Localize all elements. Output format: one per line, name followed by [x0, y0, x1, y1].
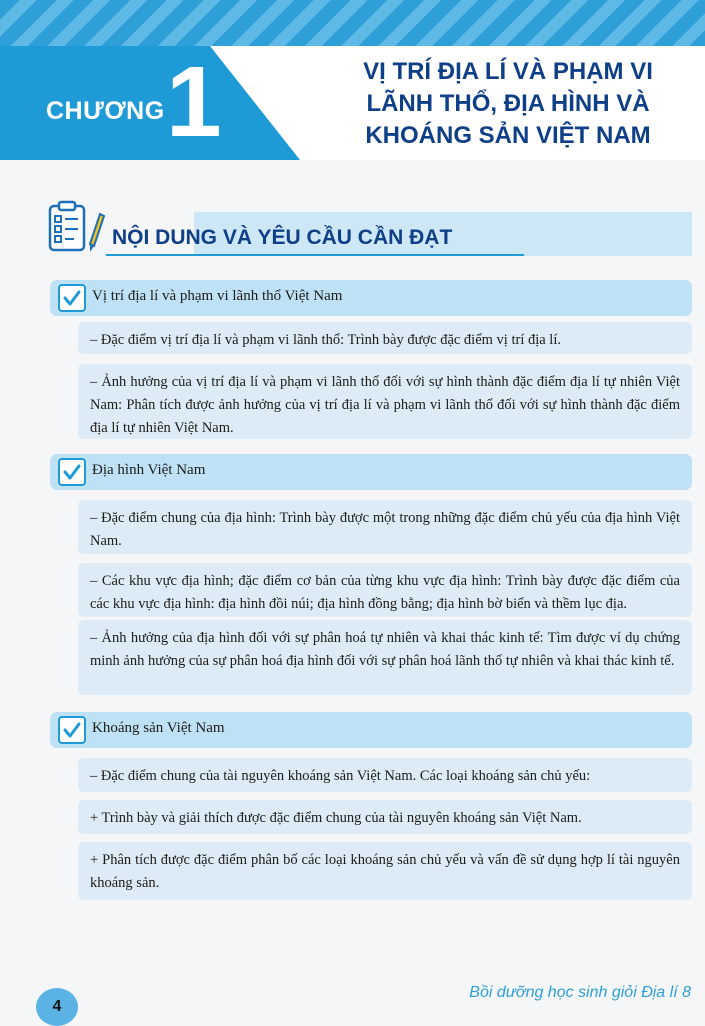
book-title: Bồi dưỡng học sinh giỏi Địa lí 8 [469, 984, 691, 1001]
chapter-title-line: VỊ TRÍ ĐỊA LÍ VÀ PHẠM VI [363, 58, 653, 85]
chapter-title-line: LÃNH THỔ, ĐỊA HÌNH VÀ [366, 90, 650, 117]
chapter-title [318, 56, 698, 152]
topic-label: Địa hình Việt Nam [92, 462, 206, 478]
chapter-title-line: KHOÁNG SẢN VIỆT NAM [365, 122, 651, 149]
topic-heading [50, 712, 692, 748]
content-item: + Trình bày và giải thích được đặc điểm chung của tài nguyên khoáng sản Việt Nam. [78, 800, 692, 834]
content-item: + Phân tích được đặc điểm phân bố các loại khoáng sản chủ yếu và vấn đề sử dụng hợp lí tài nguyên khoáng sản. [78, 842, 692, 900]
section-title: NỘI DUNG VÀ YÊU CẦU CẦN ĐẠT [112, 226, 453, 249]
content-item: – Ảnh hưởng của vị trí địa lí và phạm vi lãnh thổ đối với sự hình thành đặc điểm địa lí tự nhiên Việt Nam: Phân tích được ảnh hưởng của vị trí địa lí và phạm vi lãnh thổ đối với sự hình thành đặc điểm địa lí tự nhiên Việt Nam. [78, 364, 692, 439]
checkbox-icon [58, 284, 86, 312]
checkbox-icon [58, 458, 86, 486]
content-item: – Ảnh hưởng của địa hình đối với sự phân hoá tự nhiên và khai thác kinh tế: Tìm được ví dụ chứng minh ảnh hưởng của sự phân hoá địa hình đối với sự phân hoá lãnh thổ tự nhiên và khai thác kinh tế. [78, 620, 692, 695]
content-item: – Đặc điểm chung của tài nguyên khoáng sản Việt Nam. Các loại khoáng sản chủ yếu: [78, 758, 692, 792]
chapter-number: 1 [166, 46, 222, 158]
checkbox-icon [58, 716, 86, 744]
section-underline [106, 254, 524, 256]
page-number: 4 [36, 988, 78, 1026]
content-item: – Các khu vực địa hình; đặc điểm cơ bản của từng khu vực địa hình: Trình bày được đặc điểm của các khu vực địa hình: địa hình đồi núi; địa hình đồng bằng; địa hình bờ biển và thềm lục địa. [78, 563, 692, 617]
chapter-label: CHƯƠNG [46, 97, 165, 125]
topic-label: Vị trí địa lí và phạm vi lãnh thổ Việt Nam [92, 288, 343, 304]
content-item: – Đặc điểm vị trí địa lí và phạm vi lãnh thổ: Trình bày được đặc điểm vị trí địa lí. [78, 322, 692, 354]
section-heading [44, 200, 692, 260]
topic-heading [50, 280, 692, 316]
clipboard-checklist-icon [44, 200, 106, 256]
header-stripes [0, 0, 705, 46]
topic-heading [50, 454, 692, 490]
content-item: – Đặc điểm chung của địa hình: Trình bày được một trong những đặc điểm chủ yếu của địa hình Việt Nam. [78, 500, 692, 554]
topic-label: Khoáng sản Việt Nam [92, 720, 225, 736]
